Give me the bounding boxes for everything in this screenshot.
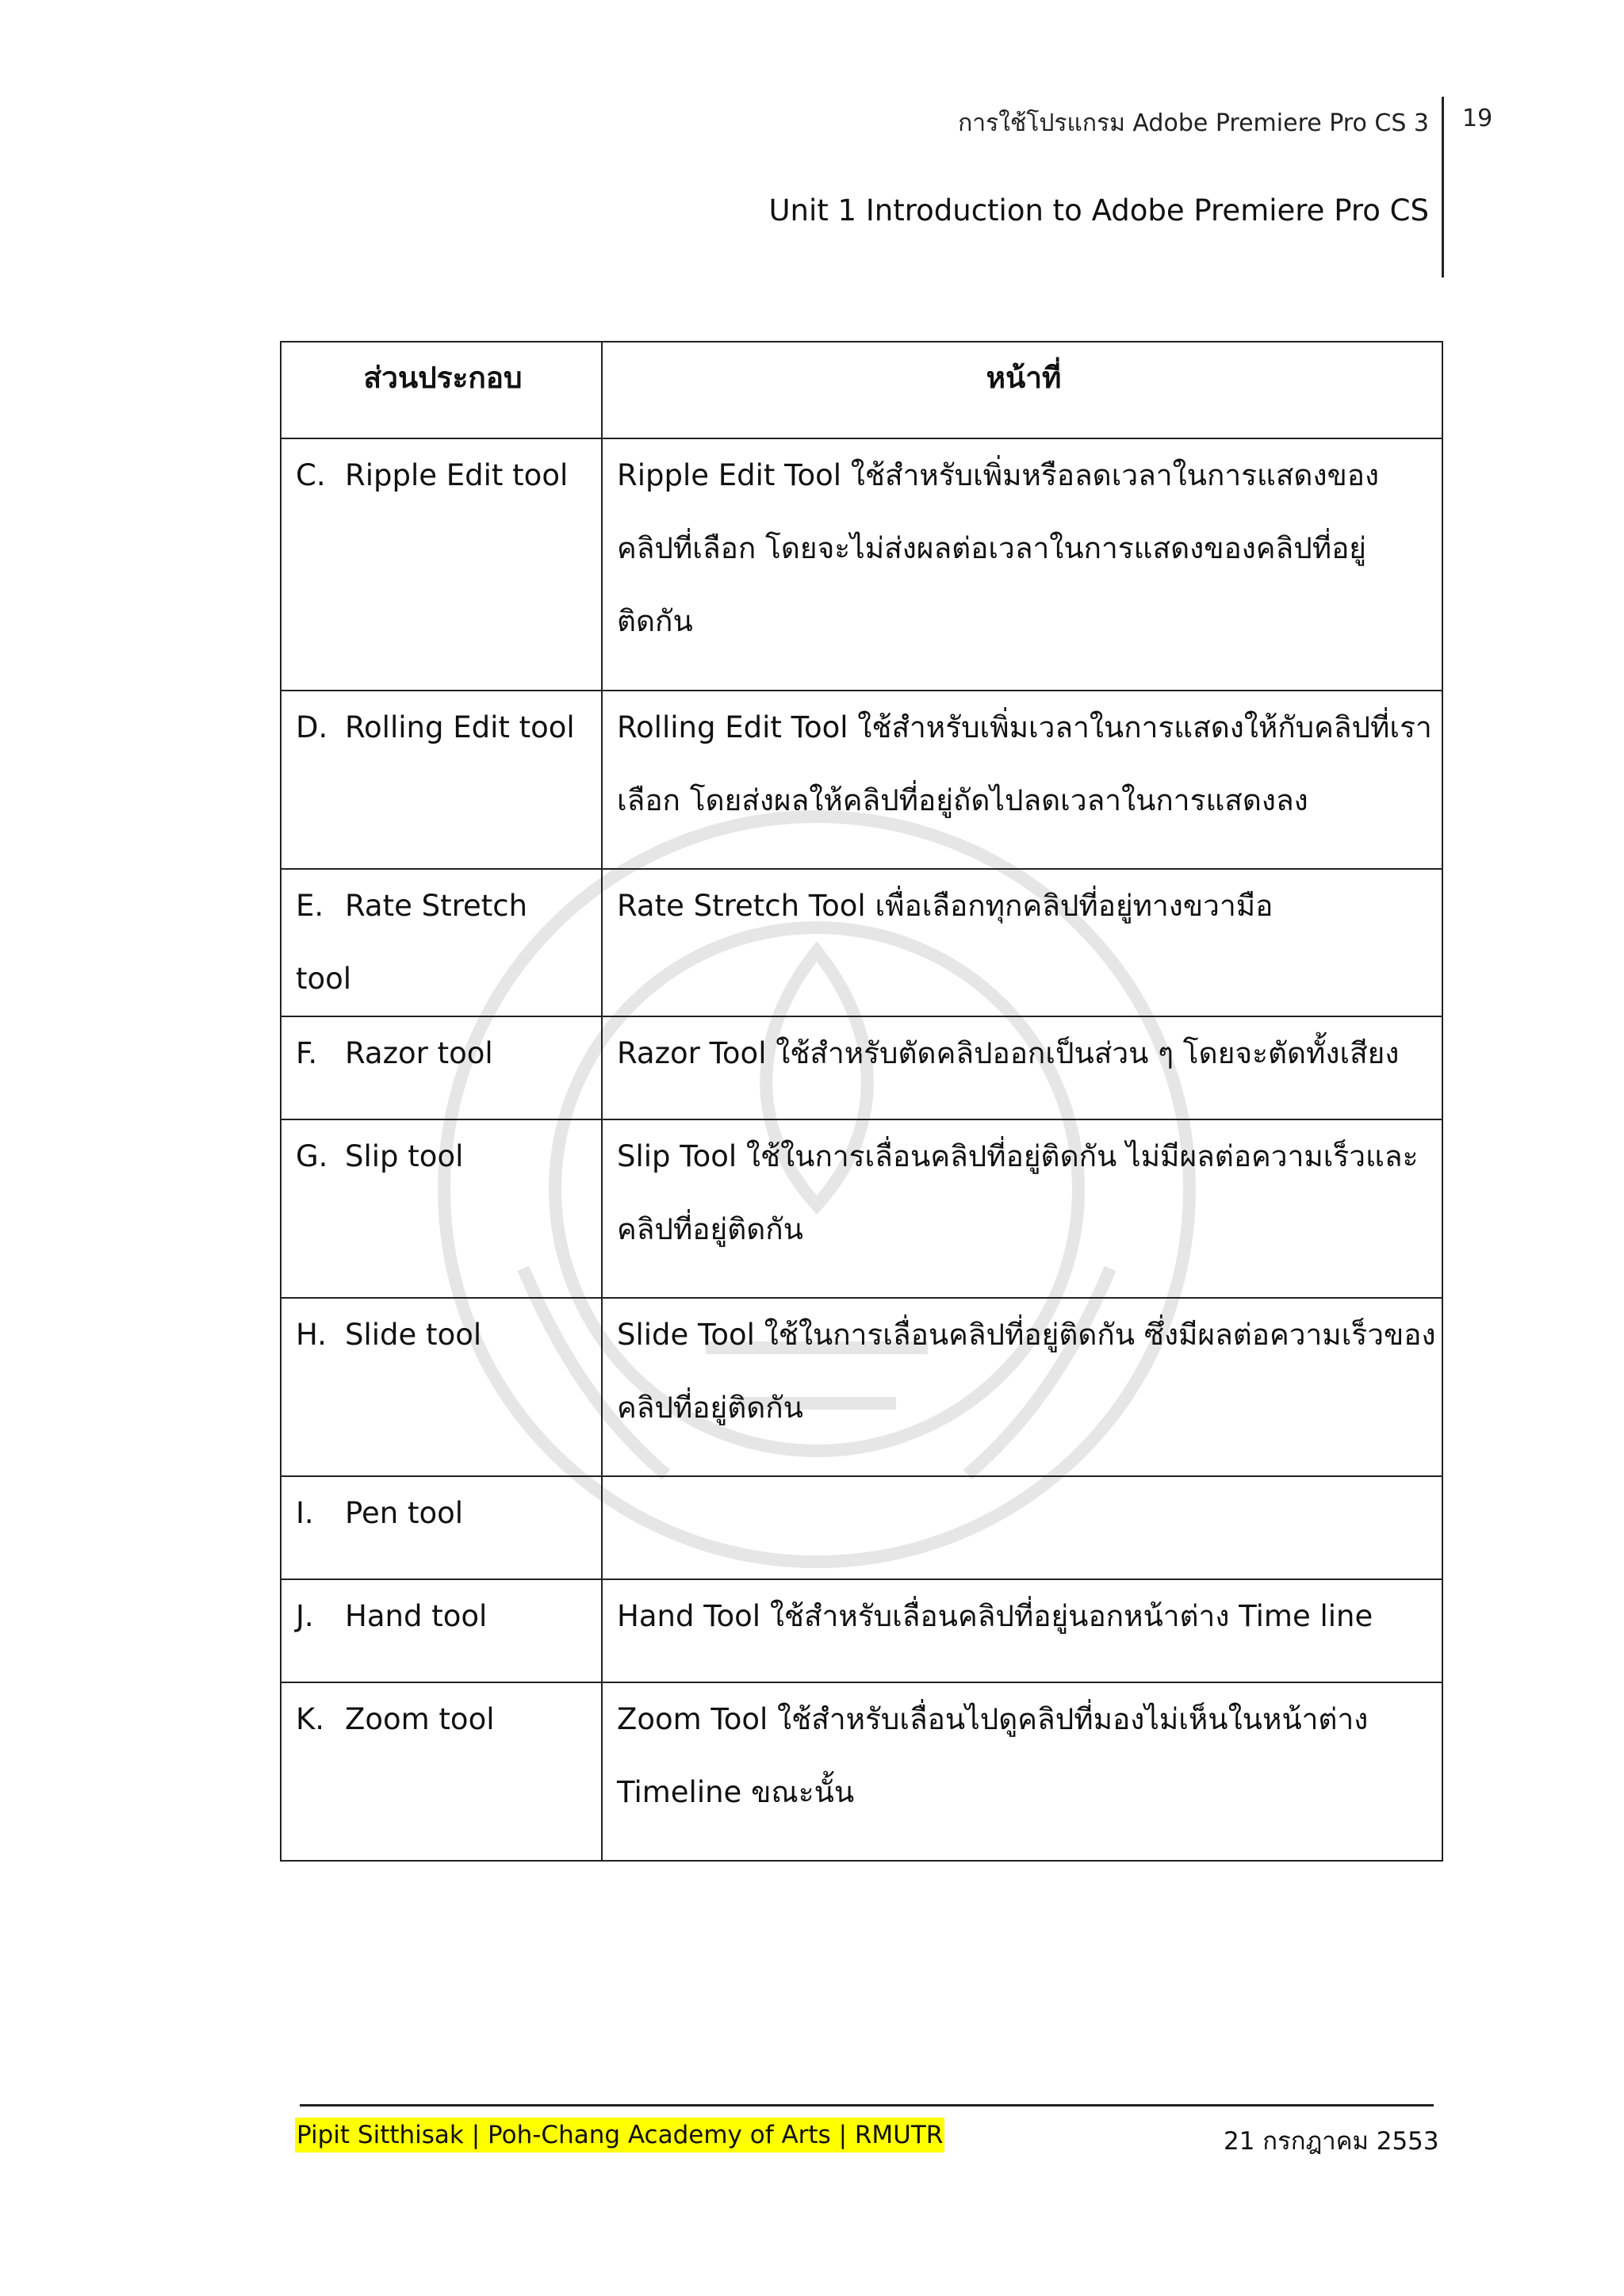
unit-title: Unit 1 Introduction to Adobe Premiere Pro CS [768,193,1429,228]
item-letter: J. [296,1599,314,1633]
tool-name: Ripple Edit tool [345,458,569,492]
table-row [281,438,1442,691]
tool-name: Rolling Edit tool [345,710,575,744]
component-cell [281,1682,602,1861]
component-cell [281,1119,602,1298]
col-header-function: หน้าที่ [602,342,1442,438]
component-cell [281,1298,602,1476]
col-header-component: ส่วนประกอบ [281,342,602,438]
tool-name: Razor tool [345,1036,493,1070]
table-row [281,1682,1442,1861]
item-letter: D. [296,710,328,744]
description-line: Timeline ขณะนั้น [617,1775,855,1809]
tool-name: Rate Stretch tool [296,889,528,996]
footer-date: 21 กรกฎาคม 2553 [1224,2127,1439,2156]
table-header-row [281,342,1442,438]
tool-table [280,341,1443,1862]
description-line: ติดกัน [617,604,693,638]
table-row [281,691,1442,869]
function-cell [602,691,1442,869]
page-number: 19 [1462,105,1493,132]
component-cell [281,869,602,1016]
tool-name: Slide tool [345,1318,482,1352]
table-row [281,1476,1442,1579]
description-line: คลิปที่เลือก โดยจะไม่ส่งผลต่อเวลาในการแสดงของคลิปที่อยู่ [617,531,1366,565]
item-letter: C. [296,458,326,492]
function-cell [602,1119,1442,1298]
header-divider [1442,97,1444,277]
component-cell [281,691,602,869]
item-letter: I. [296,1496,314,1530]
component-cell [281,1476,602,1579]
component-cell [281,1016,602,1119]
item-letter: H. [296,1318,327,1352]
description-line: Slip Tool ใช้ในการเลื่อนคลิปที่อยู่ติดกัน ไม่มีผลต่อความเร็วและ [617,1139,1419,1173]
tool-name: Slip tool [345,1139,464,1173]
function-cell [602,1298,1442,1476]
function-cell [602,438,1442,691]
description-line: Ripple Edit Tool ใช้สำหรับเพิ่มหรือลดเวลาในการแสดงของ [617,458,1380,492]
tool-name: Zoom tool [345,1702,495,1736]
function-cell [602,869,1442,1016]
function-cell [602,1476,1442,1579]
description-line: Razor Tool ใช้สำหรับตัดคลิปออกเป็นส่วน ๆ โดยจะตัดทั้งเสียง [617,1036,1400,1070]
component-cell [281,438,602,691]
header-title: การใช้โปรแกรม Adobe Premiere Pro CS 3 [958,109,1429,137]
description-line: Rolling Edit Tool ใช้สำหรับเพิ่มเวลาในการแสดงให้กับคลิปที่เรา [617,710,1432,744]
item-letter: K. [296,1702,325,1736]
table-row [281,1579,1442,1682]
function-cell [602,1682,1442,1861]
component-cell [281,1579,602,1682]
description-line: Rate Stretch Tool เพื่อเลือกทุกคลิปที่อยู่ทางขวามือ [617,889,1274,923]
table-row [281,1298,1442,1476]
item-letter: G. [296,1139,328,1173]
description-line: คลิปที่อยู่ติดกัน [617,1212,803,1246]
function-cell [602,1579,1442,1682]
description-line: Zoom Tool ใช้สำหรับเลื่อนไปดูคลิปที่มองไม่เห็นในหน้าต่าง [617,1702,1369,1736]
item-letter: E. [296,889,324,923]
description-line: Slide Tool ใช้ในการเลื่อนคลิปที่อยู่ติดกัน ซึ่งมีผลต่อความเร็วของ [617,1318,1436,1352]
tool-name: Pen tool [345,1496,464,1530]
description-line: คลิปที่อยู่ติดกัน [617,1391,803,1425]
table-row [281,1119,1442,1298]
tool-name: Hand tool [345,1599,488,1633]
item-letter: F. [296,1036,318,1070]
description-line: เลือก โดยส่งผลให้คลิปที่อยู่ถัดไปลดเวลาในการแสดงลง [617,783,1308,817]
footer-credit: Pipit Sitthisak | Poh-Chang Academy of Arts | RMUTR [295,2118,944,2152]
footer-divider [300,2104,1434,2107]
table-row [281,1016,1442,1119]
function-cell [602,1016,1442,1119]
table-row [281,869,1442,1016]
description-line: Hand Tool ใช้สำหรับเลื่อนคลิปที่อยู่นอกหน้าต่าง Time line [617,1599,1373,1633]
